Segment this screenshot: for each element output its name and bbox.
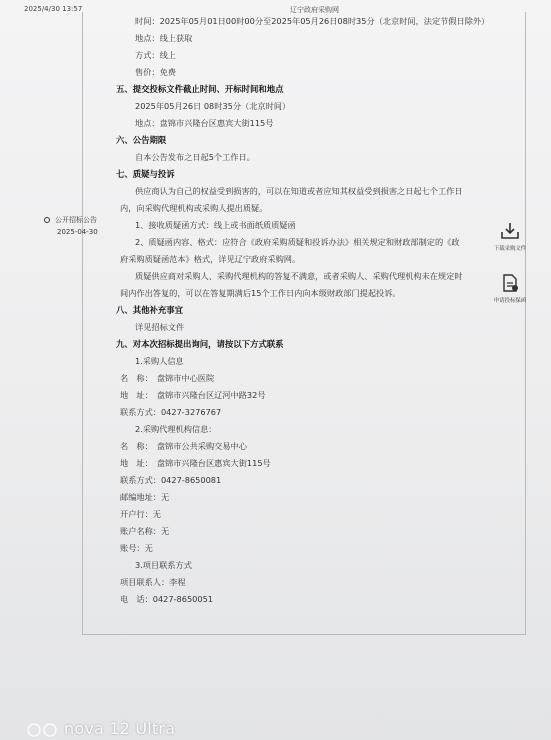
paragraph-line: 电 话：0427-8650051 [120, 594, 214, 604]
document-apply-icon [500, 274, 520, 292]
paragraph-line: 联系方式：0427-8650081 [120, 475, 222, 485]
paragraph-line: 售价：免费 [135, 67, 176, 77]
paragraph-line: 2025年05月26日 08时35分（北京时间） [135, 101, 291, 111]
paragraph-line: 地 址： 盘锦市兴隆台区辽河中路32号 [120, 390, 266, 400]
paragraph-line: 邮编地址：无 [120, 492, 170, 502]
paragraph-line: 联系方式：0427-3276767 [120, 407, 222, 417]
section-number: 五、 [116, 84, 133, 94]
section-number: 九、 [116, 339, 133, 349]
download-file-button[interactable] [480, 222, 540, 252]
download-icon [500, 222, 520, 240]
paragraph-line: 2.采购代理机构信息： [135, 424, 217, 434]
paragraph-line: 开户行：无 [120, 509, 161, 519]
section-number: 六、 [116, 135, 133, 145]
paragraph-line: 账号：无 [120, 543, 153, 553]
paragraph-line: 方式：线上 [135, 50, 176, 60]
section-heading [116, 135, 166, 146]
paragraph-line: 供应商认为自己的权益受到损害的，可以在知道或者应知其权益受到损害之日起七个工作日 [135, 186, 463, 196]
apply-label: 申请投标保函 [493, 298, 527, 304]
apply-guarantee-button[interactable] [480, 274, 540, 304]
section-number: 八、 [116, 305, 133, 315]
section-title: 提交投标文件截止时间、开标时间和地点 [132, 84, 284, 94]
paragraph-line: 自本公告发布之日起5个工作日。 [135, 152, 255, 162]
paragraph-line: 账户名称：无 [120, 526, 170, 536]
section-heading [116, 339, 284, 350]
download-label: 下载采购文件 [493, 246, 527, 252]
section-title: 其他补充事宜 [132, 305, 183, 315]
paragraph-line: 地点：盘锦市兴隆台区惠宾大街115号 [135, 118, 274, 128]
paragraph-line: 名 称： 盘锦市公共采购交易中心 [120, 441, 247, 451]
paragraph-line: 质疑供应商对采购人、采购代理机构的答复不满意，或者采购人、采购代理机构未在规定时 [135, 271, 463, 281]
sidebar-item-announcement[interactable] [44, 215, 98, 236]
paragraph-line: 名 称： 盘锦市中心医院 [120, 373, 215, 383]
paragraph-line: 项目联系人：李程 [120, 577, 186, 587]
section-title: 质疑与投诉 [132, 169, 175, 179]
section-number: 七、 [116, 169, 133, 179]
sidebar-item-label: 公开招标公告 [55, 216, 97, 224]
paragraph-line: 内，向采购代理机构或采购人提出质疑。 [120, 203, 268, 213]
section-heading [116, 84, 284, 95]
camera-watermark [26, 719, 175, 738]
paragraph-line: 2、质疑函内容、格式：应符合《政府采购质疑和投诉办法》相关规定和财政部制定的《政 [135, 237, 460, 247]
dual-circle-logo [26, 723, 60, 737]
section-title: 公告期限 [132, 135, 167, 145]
paragraph-line: 1、接收质疑函方式：线上或书面纸质质疑函 [135, 220, 296, 230]
paragraph-line: 地 址： 盘锦市兴隆台区惠宾大街115号 [120, 458, 271, 468]
paragraph-line: 府采购质疑函范本》格式，详见辽宁政府采购网。 [120, 254, 301, 264]
paragraph-line: 间内作出答复的，可以在答复期满后15个工作日内向本级财政部门提起投诉。 [120, 288, 401, 298]
bullet-icon [44, 217, 50, 223]
paragraph-line: 时间：2025年05月01日00时00分至2025年05月26日08时35分（北京时间，法定节假日除外） [135, 16, 490, 26]
section-heading [116, 169, 175, 180]
print-timestamp: 2025/4/30 13:57 [24, 5, 83, 13]
paragraph-line: 1.采购人信息 [135, 356, 184, 366]
paragraph-line: 详见招标文件 [135, 322, 185, 332]
section-heading [116, 305, 183, 316]
watermark-text: nova 12 Ultra [64, 719, 176, 738]
section-title: 对本次招标提出询问，请按以下方式联系 [132, 339, 284, 349]
sidebar-item-date: 2025-04-30 [57, 228, 98, 236]
paragraph-line: 3.项目联系方式 [135, 560, 192, 570]
paragraph-line: 地点：线上获取 [135, 33, 193, 43]
site-title: 辽宁政府采购网 [290, 6, 339, 14]
